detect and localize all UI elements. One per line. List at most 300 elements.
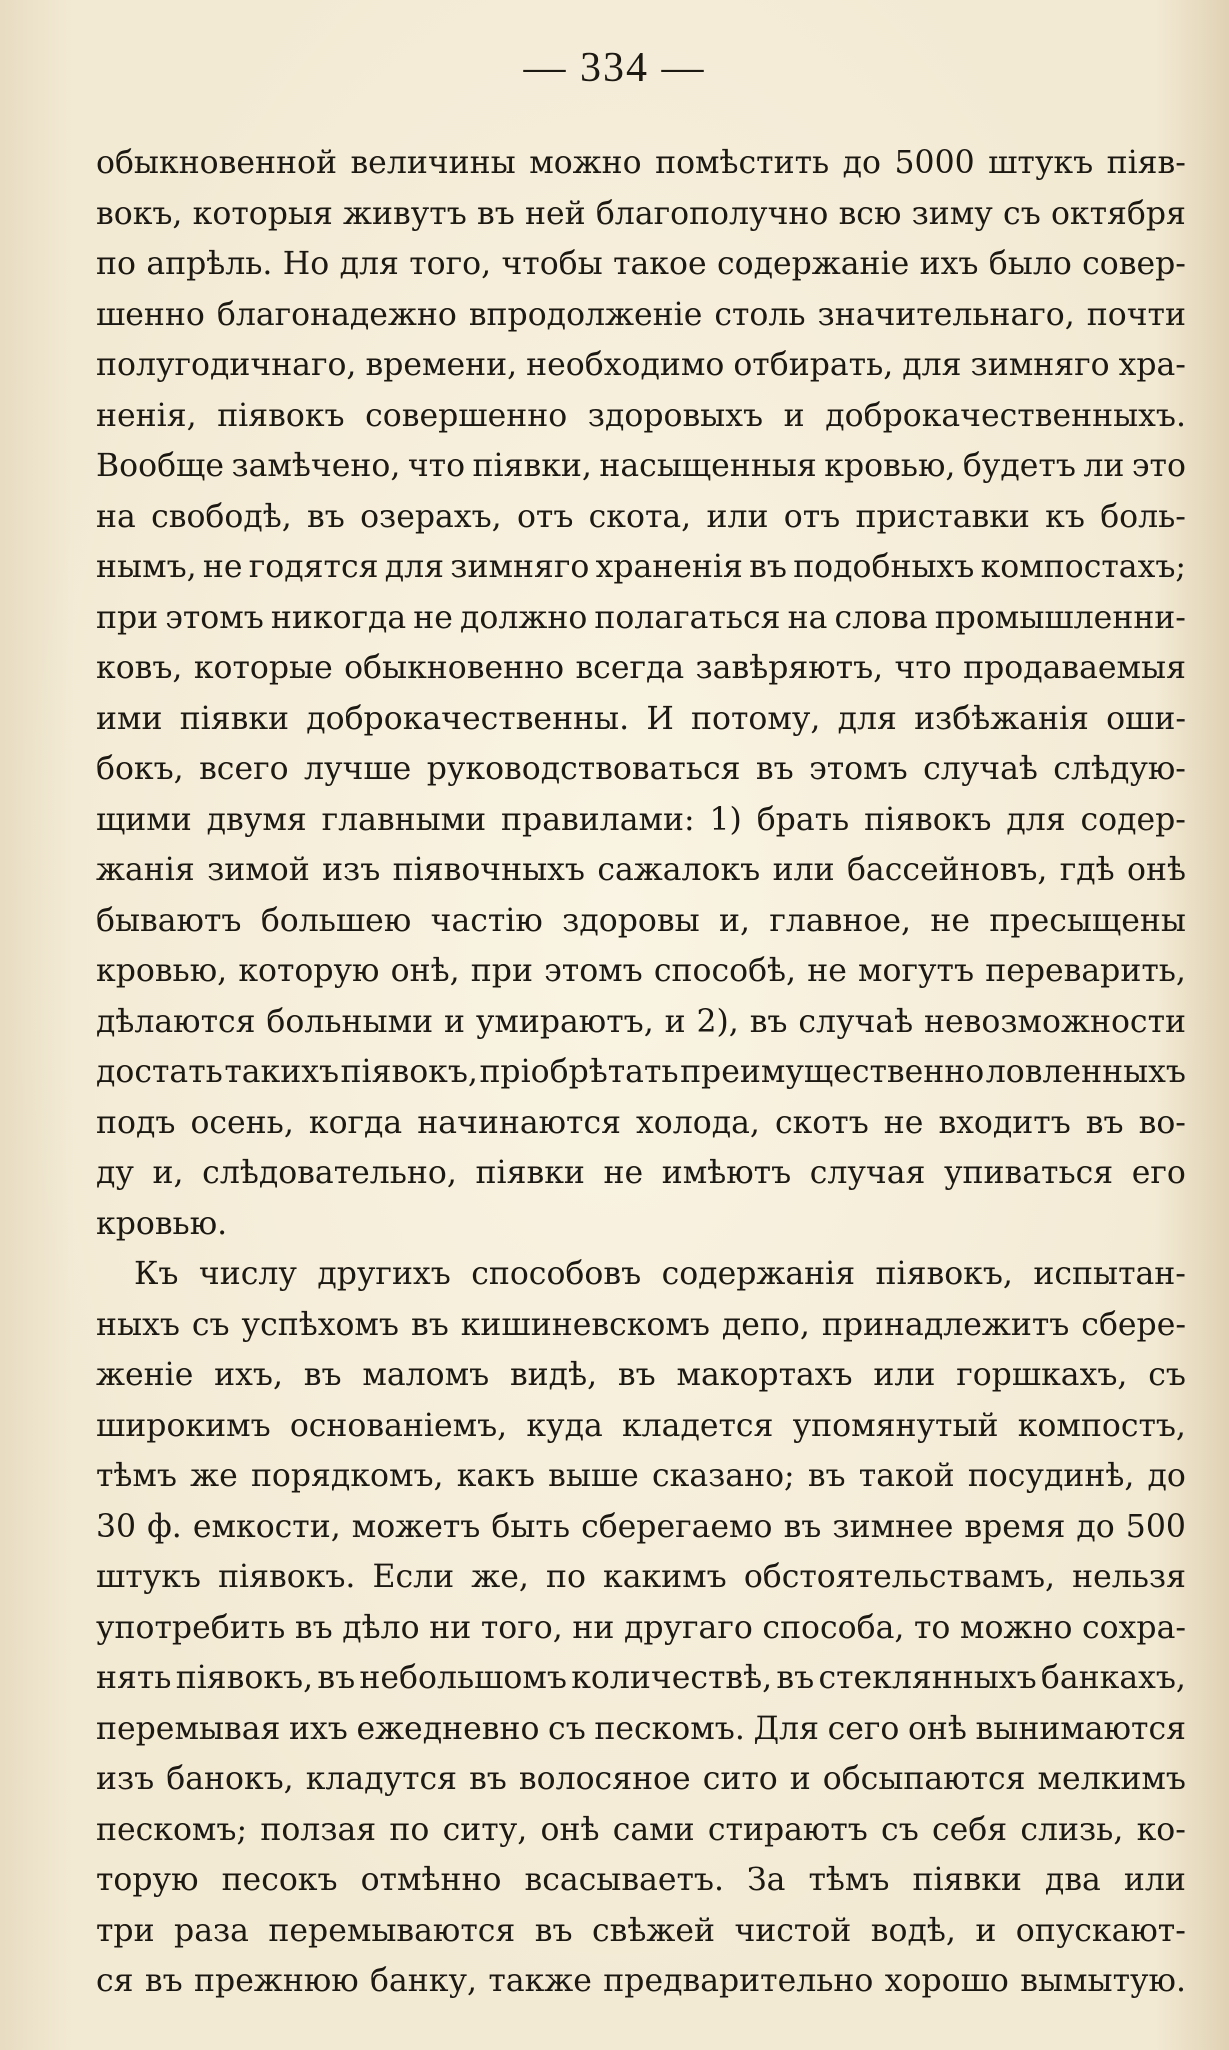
word: ихъ — [919, 246, 979, 282]
word: вымытую. — [1020, 1963, 1186, 1999]
word: изъ — [96, 1761, 155, 1797]
word: перемывая — [96, 1710, 281, 1747]
word: сито — [702, 1761, 778, 1797]
word: въ — [317, 1660, 356, 1696]
word: благонадежно — [216, 296, 457, 333]
word: всасываетъ. — [524, 1862, 724, 1898]
word: обыкновенной — [96, 145, 337, 181]
word: сказано; — [652, 1458, 795, 1494]
word: піявки — [475, 1155, 585, 1191]
text-line — [96, 896, 1186, 947]
word: Но — [282, 246, 330, 282]
word: что — [407, 448, 466, 484]
word: живутъ — [343, 195, 467, 232]
word: И — [646, 700, 674, 737]
word: полугодичнаго, — [96, 347, 357, 383]
word: піявокъ — [864, 801, 992, 838]
text-line — [96, 340, 1186, 391]
word: въ — [755, 751, 794, 787]
word: въ — [617, 1357, 656, 1393]
word: употребить — [96, 1609, 286, 1646]
word: оши- — [1106, 700, 1186, 737]
word: съ — [191, 1306, 230, 1343]
word: храненія — [595, 549, 743, 585]
word: октября — [1050, 195, 1186, 232]
word: то — [914, 1609, 951, 1646]
word: съ — [1003, 195, 1041, 232]
word: ковъ, — [96, 650, 183, 686]
word: случаѣ — [798, 1003, 914, 1040]
word: онѣ — [540, 1811, 600, 1848]
text-line — [96, 441, 1186, 492]
word: изъ — [322, 852, 381, 888]
word: емкости, — [192, 1508, 341, 1545]
word: холода, — [636, 1104, 760, 1141]
text-line — [96, 1754, 1186, 1805]
word: банокъ, — [166, 1761, 294, 1797]
word: кровью, — [96, 953, 228, 989]
text-line — [96, 1552, 1186, 1603]
text-line — [96, 643, 1186, 694]
word: какъ — [456, 1458, 535, 1494]
word: годятся — [248, 549, 379, 585]
word: этомъ — [165, 599, 264, 636]
word: почти — [1086, 296, 1186, 333]
word: женіе — [96, 1357, 194, 1393]
word: начинаются — [417, 1104, 621, 1141]
word: вынимаются — [975, 1710, 1186, 1747]
word: большею — [260, 902, 412, 939]
word: всю — [838, 195, 902, 232]
word: можетъ — [351, 1508, 481, 1545]
word: ненія, — [96, 397, 197, 434]
word: опускают- — [1015, 1912, 1186, 1949]
word: онѣ, — [390, 953, 460, 989]
word: всегда — [575, 650, 685, 686]
word: къ — [1045, 498, 1085, 535]
page-number: — 334 — — [523, 45, 706, 91]
word: 5000 — [894, 145, 975, 181]
word: депо, — [721, 1306, 810, 1343]
text-line — [96, 1148, 1186, 1199]
word: скотъ — [774, 1104, 869, 1141]
word: свѣжей — [592, 1912, 715, 1949]
word: скота, — [588, 498, 692, 535]
word: которую — [238, 953, 380, 989]
word: сбере- — [1081, 1306, 1186, 1343]
word: ся — [96, 1963, 134, 1999]
word: упомянутый — [792, 1407, 999, 1444]
word: необходимо — [526, 347, 725, 383]
word: шенно — [96, 296, 205, 333]
word: ф. — [147, 1508, 182, 1545]
word: посудинѣ, — [967, 1458, 1135, 1494]
word: піявки — [179, 700, 290, 737]
text-line — [96, 1401, 1186, 1452]
text-line — [96, 997, 1186, 1048]
word: что — [894, 650, 952, 686]
word: вокъ, — [96, 195, 183, 232]
text-line — [96, 1047, 1186, 1098]
word: съ — [548, 1710, 586, 1747]
text-line — [96, 239, 1186, 290]
word: это — [1131, 448, 1186, 484]
word: ни — [429, 1609, 472, 1646]
word: частію — [430, 902, 543, 939]
word: осень, — [190, 1104, 294, 1141]
text-line — [96, 1199, 1186, 1250]
word: и — [664, 1003, 686, 1040]
word: быть — [491, 1508, 571, 1545]
word: За — [747, 1862, 786, 1898]
word: бассейновъ, — [846, 852, 1048, 888]
word: щими — [96, 801, 192, 838]
text-line — [96, 795, 1186, 846]
word: въ — [807, 1458, 846, 1494]
word: когда — [308, 1104, 403, 1141]
word: не — [807, 953, 847, 989]
word: въ — [144, 1963, 183, 1999]
word: и — [443, 1003, 465, 1040]
word: свободѣ, — [151, 498, 292, 535]
word: промышленни- — [934, 599, 1186, 636]
word: піявки, — [472, 448, 592, 484]
word: величины — [350, 145, 516, 181]
word: его — [1131, 1155, 1186, 1191]
text-line — [96, 1906, 1186, 1957]
word: тѣмъ — [808, 1862, 890, 1898]
word: полагаться — [594, 599, 781, 636]
word: кишиневскомъ — [460, 1306, 710, 1343]
word: прежнюю — [194, 1963, 359, 1999]
word: въ — [749, 549, 787, 585]
word: піявокъ, — [175, 1660, 314, 1696]
word: количествѣ, — [571, 1660, 773, 1696]
text-line — [96, 138, 1186, 189]
word: Если — [372, 1559, 455, 1595]
word: Вообще — [96, 448, 224, 484]
word: при — [96, 599, 159, 636]
word: времени, — [365, 347, 518, 383]
word: съ — [881, 1811, 919, 1848]
word: кладутся — [305, 1761, 458, 1797]
word: брать — [756, 801, 850, 838]
word: другаго — [623, 1609, 753, 1646]
word: во- — [1138, 1104, 1186, 1141]
word: бокъ, — [96, 751, 184, 787]
word: сажалокъ — [597, 852, 761, 888]
word: хорошо — [884, 1963, 1009, 1999]
word: будетъ — [962, 448, 1076, 484]
word: въ — [534, 1912, 573, 1949]
word: столь — [714, 296, 806, 333]
word: песокъ — [221, 1862, 338, 1898]
word: жанія — [96, 852, 195, 888]
word: нымъ, — [96, 549, 197, 585]
word: завѣряютъ, — [695, 650, 884, 686]
word: содер- — [1080, 801, 1186, 838]
word: подобныхъ — [793, 549, 975, 585]
word: и — [975, 1912, 997, 1949]
text-line — [96, 946, 1186, 997]
word: совер- — [1082, 246, 1186, 282]
word: главное, — [769, 902, 912, 939]
word: небольшомъ — [359, 1660, 567, 1696]
word: по — [96, 246, 136, 282]
word: піявочныхъ — [392, 852, 585, 888]
word: всего — [199, 751, 289, 787]
word: подъ — [96, 1104, 176, 1141]
word: того, — [480, 1609, 563, 1646]
word: обстоятельствамъ, — [743, 1559, 1056, 1595]
word: помѣстить — [655, 145, 830, 181]
word: для — [384, 549, 445, 585]
word: или — [772, 852, 835, 888]
word: предварительно — [603, 1963, 874, 1999]
word: боль- — [1100, 498, 1186, 535]
text-line — [96, 290, 1186, 341]
text-line — [96, 694, 1186, 745]
word: по — [389, 1811, 430, 1848]
word: слѣдовательно, — [202, 1155, 457, 1191]
word: пескомъ. — [594, 1710, 745, 1747]
word: случаѣ — [923, 751, 1038, 787]
word: 2), — [696, 1003, 739, 1040]
word: сами — [612, 1811, 695, 1848]
word: того, — [409, 246, 492, 282]
word: кладется — [621, 1407, 774, 1444]
word: банкахъ, — [1040, 1660, 1186, 1696]
word: для — [1006, 801, 1066, 838]
word: дѣло — [342, 1609, 420, 1646]
word: преимущественно — [680, 1054, 985, 1090]
word: приставки — [855, 498, 1030, 535]
word: или — [873, 1357, 936, 1393]
word: слова — [834, 599, 928, 636]
word: содержаніе — [716, 246, 910, 282]
word: зимой — [207, 852, 310, 888]
word: не — [202, 549, 243, 585]
word: успѣхомъ — [241, 1306, 399, 1343]
word: зимняго — [970, 347, 1110, 383]
word: 500 — [1125, 1508, 1186, 1545]
word: достать — [96, 1054, 223, 1090]
word: въ — [783, 1508, 822, 1545]
word: насыщенныя — [599, 448, 817, 484]
word: въ — [303, 1357, 342, 1393]
word: онѣ — [907, 1710, 967, 1747]
word: пресыщены — [989, 902, 1186, 939]
text-line — [96, 1300, 1186, 1351]
word: не — [883, 1104, 924, 1141]
word: раза — [174, 1912, 249, 1949]
word: въ — [476, 195, 515, 232]
word: горшкахъ, — [956, 1357, 1128, 1393]
word: озерахъ, — [360, 498, 502, 535]
word: отъ — [783, 498, 841, 535]
word: избѣжанія — [914, 700, 1089, 737]
word: въ — [410, 1306, 449, 1343]
word: до — [1147, 1458, 1186, 1494]
word: 1) — [709, 801, 742, 838]
word: здоровыхъ — [587, 397, 764, 434]
text-line — [96, 1653, 1186, 1704]
word: отмѣнно — [360, 1862, 502, 1898]
word: чтобы — [501, 246, 603, 282]
word: также — [488, 1963, 592, 1999]
word: ныхъ — [96, 1306, 180, 1343]
word: для — [339, 246, 399, 282]
word: способовъ — [471, 1256, 642, 1292]
word: штукъ — [96, 1559, 201, 1595]
word: ситу, — [442, 1811, 528, 1848]
word: ихъ — [289, 1710, 348, 1747]
word: піявокъ — [217, 397, 345, 434]
word: слѣдую- — [1053, 751, 1186, 787]
word: можно — [960, 1609, 1073, 1646]
word: упиваться — [944, 1155, 1114, 1191]
word: способа, — [762, 1609, 905, 1646]
word: не — [603, 1155, 644, 1191]
word: три — [96, 1912, 155, 1949]
word: бываютъ — [96, 902, 242, 939]
word: больными — [266, 1003, 434, 1040]
word: зимнее — [832, 1508, 954, 1545]
word: испытан- — [1033, 1256, 1186, 1292]
word: въ — [776, 1660, 815, 1696]
text-line — [96, 845, 1186, 896]
word: здоровы — [562, 902, 700, 939]
word: отбирать, — [733, 347, 894, 383]
text-line — [96, 1805, 1186, 1856]
word: банку, — [370, 1963, 478, 1999]
text-line — [96, 744, 1186, 795]
word: дѣлаются — [96, 1003, 256, 1040]
word: нять — [96, 1660, 172, 1696]
word: выше — [548, 1458, 639, 1494]
word: такое — [613, 246, 707, 282]
word: до — [1076, 1508, 1115, 1545]
word: штукъ — [988, 145, 1094, 181]
word: невозможности — [924, 1003, 1186, 1040]
word: кровью, — [824, 448, 956, 484]
word: компостахъ; — [980, 549, 1186, 585]
word: по — [545, 1559, 586, 1595]
word: куда — [526, 1407, 603, 1444]
word: Къ — [134, 1256, 179, 1292]
word: сберегаемо — [581, 1508, 773, 1545]
word: переварить, — [985, 953, 1186, 989]
word: доброкачественны. — [306, 700, 630, 737]
word: слизь, — [1020, 1811, 1124, 1848]
word: для — [902, 347, 962, 383]
word: волосяное — [518, 1761, 691, 1797]
word: или — [706, 498, 769, 535]
word: тѣмъ — [96, 1458, 177, 1494]
word: обсыпаются — [822, 1761, 1026, 1797]
text-line — [96, 1956, 1186, 2007]
word: время — [964, 1508, 1066, 1545]
word: апрѣль. — [146, 246, 273, 282]
word: способѣ, — [653, 953, 797, 989]
word: въ — [749, 1003, 788, 1040]
word: піявки — [912, 1862, 1022, 1898]
word: руководствоваться — [426, 751, 741, 787]
word: широкимъ — [96, 1407, 271, 1444]
word: и — [783, 397, 805, 434]
word: впродолженіе — [468, 296, 703, 333]
word: такихъ — [224, 1054, 340, 1090]
word: двумя — [206, 801, 307, 838]
word: никогда — [270, 599, 407, 636]
word: пріобрѣтать — [479, 1054, 679, 1090]
word: умираютъ, — [475, 1003, 654, 1040]
word: ползая — [260, 1811, 377, 1848]
word: піявокъ, — [340, 1054, 478, 1090]
word: ежедневно — [356, 1710, 540, 1747]
word: потому, — [691, 700, 821, 737]
word: принадлежитъ — [821, 1306, 1070, 1343]
text-line — [96, 593, 1186, 644]
word: съ — [1148, 1357, 1186, 1393]
word: имѣютъ — [661, 1155, 792, 1191]
word: правилами: — [501, 801, 695, 838]
word: зимняго — [450, 549, 590, 585]
word: 30 — [96, 1508, 137, 1545]
word: же, — [471, 1559, 529, 1595]
word: числу — [198, 1256, 297, 1292]
word: могутъ — [858, 953, 975, 989]
text-line — [96, 1249, 1186, 1300]
word: этомъ — [544, 953, 643, 989]
word: ихъ, — [214, 1357, 283, 1393]
word: входитъ — [938, 1104, 1071, 1141]
word: ли — [1083, 448, 1125, 484]
word: совершенно — [365, 397, 568, 434]
text-line — [96, 1502, 1186, 1553]
text-line — [96, 391, 1186, 442]
text-line — [96, 1350, 1186, 1401]
word: хра- — [1118, 347, 1186, 383]
word: продаваемыя — [963, 650, 1186, 686]
word: до — [842, 145, 882, 181]
word: ко- — [1136, 1811, 1186, 1848]
word: ней — [524, 195, 586, 232]
word: сохра- — [1082, 1609, 1186, 1646]
word: два — [1044, 1862, 1101, 1898]
word: видѣ, — [509, 1357, 598, 1393]
word: на — [787, 599, 828, 636]
word: ловленныхъ — [985, 1054, 1186, 1090]
text-line — [96, 1098, 1186, 1149]
word: торую — [96, 1862, 199, 1898]
word: и — [789, 1761, 811, 1797]
word: онѣ — [1127, 852, 1186, 888]
text-line — [96, 189, 1186, 240]
word: какимъ — [603, 1559, 727, 1595]
text-line — [96, 1451, 1186, 1502]
word: стираютъ — [707, 1811, 868, 1848]
word: доброкачественныхъ. — [825, 397, 1186, 434]
word: на — [96, 498, 136, 535]
word: мелкимъ — [1037, 1761, 1186, 1797]
word: значительнаго, — [817, 296, 1075, 333]
word: же — [190, 1458, 238, 1494]
word: или — [1123, 1862, 1186, 1898]
text-line — [96, 542, 1186, 593]
word: въ — [307, 498, 345, 535]
word: піяв- — [1106, 145, 1186, 181]
